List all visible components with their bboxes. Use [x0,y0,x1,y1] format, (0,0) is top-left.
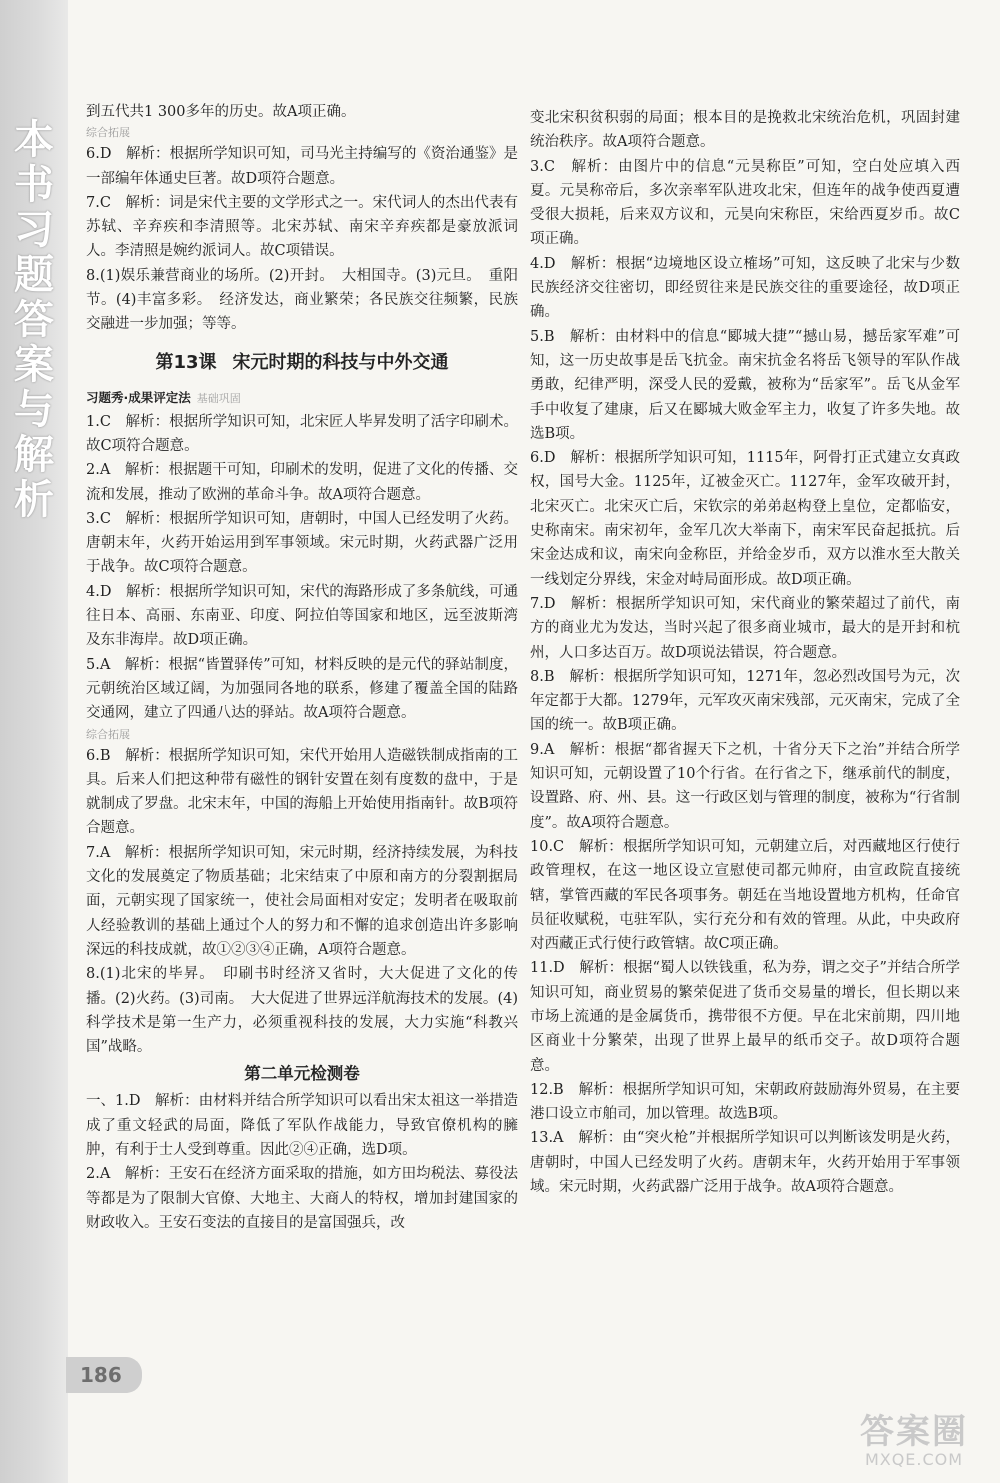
answer-5: 5.B 解析：由材料中的信息“郾城大捷”“撼山易，撼岳家军难”可知，这一历史故事是岳飞抗金。南宋抗金名将岳飞领导的军队作战勇敢，纪律严明，深受人民的爱戴，被称为“岳家军”。岳飞从金军手中收复了建康，后又在郾城大败金军主力，收复了许多失地。故选B项。 [530,328,960,442]
answer-8: 8.(1)北宋的毕昇。 印刷书时经济又省时，大大促进了文化的传播。(2)火药。(3)司南。 大大促进了世界远洋航海技术的发展。(4)科学技术是第一生产力，必须重视科技的发展，大力实施“科教兴国”战略。 [86,966,518,1056]
answer-3: 3.C 解析：根据所学知识可知，唐朝时，中国人已经发明了火药。唐朝末年，火药开始运用到军事领域。宋元时期，火药武器广泛用于战争。故C项符合题意。 [86,510,518,576]
answer-8: 8.(1)娱乐兼营商业的场所。(2)开封。 大相国寺。(3)元旦。 重阳节。(4)丰富多彩。 经济发达，商业繁荣；各民族交往频繁，民族交融进一步加强；等等。 [86,267,518,333]
answer-2: 2.A 解析：王安石在经济方面采取的措施，如方田均税法、募役法等都是为了限制大官僚、大地主、大商人的特权，增加封建国家的财政收入。王安石变法的直接目的是富国强兵，改 [86,1166,518,1231]
answer-5: 5.A 解析：根据“皆置驿传”可知，材料反映的是元代的驿站制度，元朝统治区域辽阔，为加强同各地的联系，修建了覆盖全国的陆路交通网，建立了四通八达的驿站。故A项符合题意。 [86,656,518,722]
left-column [86,100,518,1235]
answer-text: 到五代共1 300多年的历史。故A项正确。 [86,104,356,120]
answer-6: 6.B 解析：根据所学知识可知，宋代开始用人造磁铁制成指南的工具。后来人们把这种带有磁性的钢针安置在刻有度数的盘中，于是就制成了罗盘。北宋末年，中国的海船上开始使用指南针。故B项符合题意。 [86,747,518,837]
answer-4: 4.D 解析：根据所学知识可知，宋代的海路形成了多条航线，可通往日本、高丽、东南亚、印度、阿拉伯等国家和地区，远至波斯湾及东非海岸。故D项正确。 [86,583,518,649]
answer-6: 6.D 解析：根据所学知识可知，1115年，阿骨打正式建立女真政权，国号大金。1125年，辽被金灭亡。1127年，金军攻破开封，北宋灭亡。北宋灭亡后，宋钦宗的弟弟赵构登上皇位，定都临安，史称南宋。南宋初年，金军几次大举南下，南宋军民奋起抵抗。后宋金达成和议，南宋向金称臣，并给金岁币，双方以淮水至大散关一线划定分界线，宋金对峙局面形成。故D项正确。 [530,450,960,588]
answer-text: 变北宋积贫积弱的局面；根本目的是挽救北宋统治危机，巩固封建统治秩序。故A项符合题意。 [530,110,960,151]
lesson-heading [86,349,518,377]
section-subtitle: 基础巩固 [196,391,241,405]
section-tag: 综合拓展 [86,126,130,140]
answer-2: 2.A 解析：根据题干可知，印刷术的发明，促进了文化的传播、交流和发展，推动了欧洲的革命斗争。故A项符合题意。 [86,462,518,503]
section-tag: 综合拓展 [86,727,130,741]
answer-9: 9.A 解析：根据“都省握天下之机，十省分天下之治”并结合所学知识可知，元朝设置了10个行省。在行省之下，继承前代的制度，设置路、府、州、县。这一行政区划与管理的制度，被称为“行省制度”。故A项符合题意。 [530,741,960,831]
answer-3: 3.C 解析：由图片中的信息“元昊称臣”可知，空白处应填入西夏。元昊称帝后，多次亲率军队进攻北宋，但连年的战争使西夏遭受很大损耗，后来双方议和，元昊向宋称臣，宋给西夏岁币。故C项正确。 [530,158,960,248]
answer-7: 7.A 解析：根据所学知识可知，宋元时期，经济持续发展，为科技文化的发展奠定了物质基础；北宋结束了中原和南方的分裂割据局面，元朝实现了国家统一，使社会局面相对安定；发明者在吸取前人经验教训的基础上通过个人的努力和不懈的追求创造出许多影响深远的科技成就，故①②③④正确，A项符合题意。 [86,844,518,958]
section-heading [86,387,518,410]
answer-12: 12.B 解析：根据所学知识可知，宋朝政府鼓励海外贸易，在主要港口设立市舶司，加以管理。故选B项。 [530,1081,960,1123]
watermark-url: MXQE.COM [864,1450,964,1469]
answer-7: 7.D 解析：根据所学知识可知，宋代商业的繁荣超过了前代，南方的商业尤为发达，当时兴起了很多商业城市，最大的是开封和杭州，人口多达百万。故D项说法错误，符合题意。 [530,595,960,661]
page-number: 186 [66,1357,142,1393]
lesson-number: 第13课 [155,351,217,373]
watermark-text: 答案圈 [860,1412,968,1452]
section-title: 习题秀·成果评定法 [86,389,191,405]
answer-8: 8.B 解析：根据所学知识可知，1271年，忽必烈改国号为元，次年定都于大都。1279年，元军攻灭南宋残部，元灭南宋，完成了全国的统一。故B项正确。 [530,668,960,734]
lesson-title: 宋元时期的科技与中外交通 [232,351,449,373]
side-title: 本书习题答案与解析 [14,117,54,523]
side-band [0,0,68,1483]
answer-4: 4.D 解析：根据“边境地区设立榷场”可知，这反映了北宋与少数民族经济交往密切，即经贸往来是民族交往的重要途径，故D项正确。 [530,255,960,321]
unit-test-title: 第二单元检测卷 [244,1064,360,1084]
answer-6: 6.D 解析：根据所学知识可知，司马光主持编写的《资治通鉴》是一部编年体通史巨著。故D项符合题意。 [86,146,518,187]
right-column [530,106,960,1199]
answer-13: 13.A 解析：由“突火枪”并根据所学知识可以判断该发明是火药，唐朝时，中国人已经发明了火药。唐朝末年，火药开始用于军事领域。宋元时期，火药武器广泛用于战争。故A项符合题意。 [530,1130,960,1196]
answer-7: 7.C 解析：词是宋代主要的文学形式之一。宋代词人的杰出代表有苏轼、辛弃疾和李清照等。北宋苏轼、南宋辛弃疾都是豪放派词人。李清照是婉约派词人。故C项错误。 [86,194,518,260]
answer-1: 1.C 解析：根据所学知识可知，北宋匠人毕昇发明了活字印刷术。故C项符合题意。 [86,413,518,454]
answer-1: 一、1.D 解析：由材料并结合所学知识可以看出宋太祖这一举措造成了重文轻武的局面，降低了军队作战能力，导致官僚机构的臃肿，有利于士人受到尊重。因此②④正确，选D项。 [86,1093,518,1158]
watermark-logo [850,1413,978,1471]
answer-10: 10.C 解析：根据所学知识可知，元朝建立后，对西藏地区行使行政管理权，在这一地区设立宣慰使司都元帅府，由宣政院直接统辖，掌管西藏的军民各项事务。朝廷在当地设置地方机构，任命官员征收赋税，屯驻军队，实行充分和有效的管理。从此，中央政府对西藏正式行使行政管辖。故C项正确。 [530,838,960,953]
answer-11: 11.D 解析：根据“蜀人以铁钱重，私为券，谓之交子”并结合所学知识可知，商业贸易的繁荣促进了货币交易量的增长，但长期以来市场上流通的是金属货币，携带很不方便。早在北宋前期，四川地区商业十分繁荣，出现了世界上最早的纸币交子。故D项符合题意。 [530,960,960,1074]
